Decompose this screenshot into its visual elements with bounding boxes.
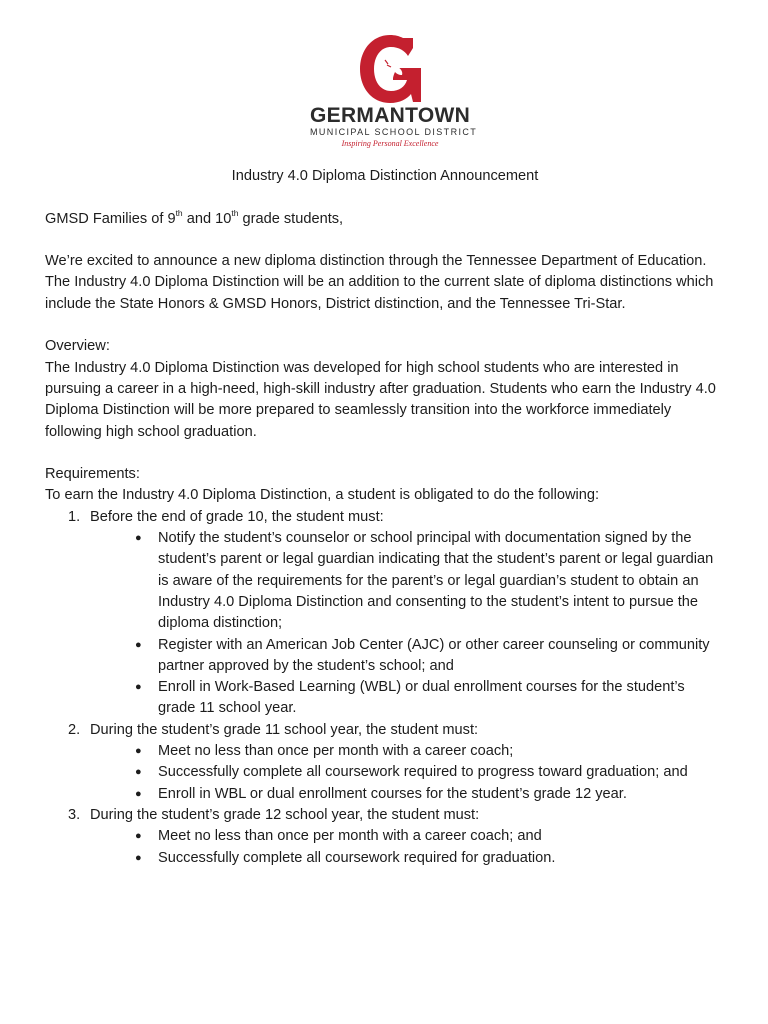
requirements-heading: Requirements: (45, 466, 140, 483)
greeting: GMSD Families of 9th and 10th grade students, (45, 207, 344, 227)
requirement-item (45, 720, 725, 805)
list-item: ● Meet no less than once per month with a career coach; (45, 741, 725, 762)
requirement-number: 3. (68, 806, 81, 823)
requirement-bullets (90, 528, 725, 720)
list-item: ● Notify the student’s counselor or school principal with documentation signed by the student’s parent or legal guardian indicating that the student’s parent or legal guardian is aware of the requirements for the parent’s or legal guardian’s student to obtain an Industry 4.0 Diploma Distinction and consenting to the student’s intent to pursue the diploma distinction; (135, 530, 714, 632)
requirement-item (45, 507, 725, 720)
logo-subtitle: MUNICIPAL SCHOOL DISTRICT (310, 127, 478, 137)
document-body (45, 166, 725, 869)
document-title: Industry 4.0 Diploma Distinction Announcement (231, 168, 539, 184)
overview-heading: Overview: (45, 338, 110, 355)
germantown-g-logo-icon (355, 34, 425, 104)
bullet-icon: ● (135, 532, 142, 545)
bullet-icon: ● (135, 766, 142, 779)
requirement-text: Before the end of grade 10, the student must: (90, 508, 384, 525)
bullet-icon: ● (135, 638, 142, 651)
logo-tagline: Inspiring Personal Excellence (341, 139, 439, 148)
bullet-icon: ● (135, 787, 142, 800)
bullet-icon: ● (135, 681, 142, 694)
intro-paragraph: We’re excited to announce a new diploma distinction through the Tennessee Department of Education. The Industry 4.0 Diploma Distinction will be an addition to the current slate of diploma distinctions which include the State Honors & GMSD Honors, District distinction, and the Tennessee Tri-Star. (45, 253, 714, 312)
list-item: ● Successfully complete all coursework required to progress toward graduation; and (45, 762, 725, 783)
bullet-icon: ● (135, 830, 142, 843)
requirement-text: During the student’s grade 11 school year, the student must: (90, 721, 479, 738)
requirement-text: During the student’s grade 12 school year, the student must: (90, 806, 480, 823)
list-item: ● Enroll in Work-Based Learning (WBL) or dual enrollment courses for the student’s grade 11 school year. (135, 679, 685, 717)
overview-paragraph: The Industry 4.0 Diploma Distinction was developed for high school students who are interested in pursuing a career in a high-need, high-skill industry after graduation. Students who earn the Industry 4.0 Diploma Distinction will be more prepared to seamlessly transition into the workforce immediately following high school graduation. (45, 359, 716, 440)
bullet-icon: ● (135, 851, 142, 864)
list-item: ● Enroll in WBL or dual enrollment courses for the student’s grade 12 year. (45, 784, 725, 805)
logo-name: GERMANTOWN (310, 104, 471, 127)
list-item: ● Successfully complete all coursework required for graduation. (45, 848, 725, 869)
bullet-icon: ● (135, 745, 142, 758)
requirement-number: 1. (68, 508, 81, 525)
requirements-intro: To earn the Industry 4.0 Diploma Distinction, a student is obligated to do the following: (45, 487, 600, 504)
requirement-item (45, 805, 725, 869)
requirement-bullets (90, 826, 725, 869)
list-item: ● Meet no less than once per month with a career coach; and (45, 826, 725, 847)
list-item: ● Register with an American Job Center (AJC) or other career counseling or community partner approved by the student’s school; and (135, 636, 710, 674)
district-logo (310, 34, 478, 152)
requirement-number: 2. (68, 721, 81, 738)
requirement-bullets (90, 741, 725, 805)
